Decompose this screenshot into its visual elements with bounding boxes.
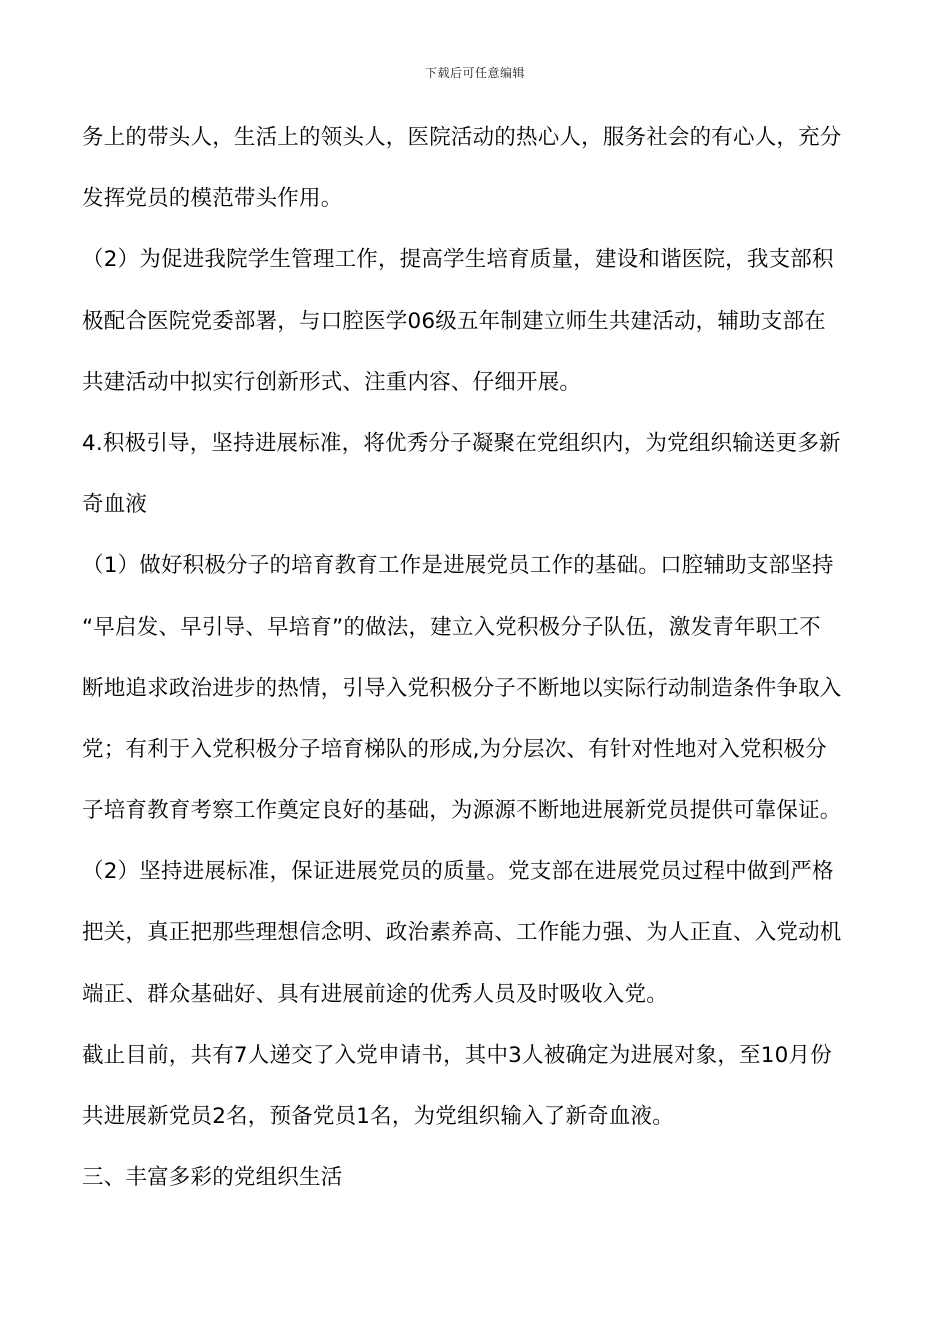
- text-line: 党；有利于入党积极分子培育梯队的形成,为分层次、有针对性地对入党积极分: [82, 736, 827, 762]
- text-line: 端正、群众基础好、具有进展前途的优秀人员及时吸收入党。: [82, 981, 668, 1007]
- section-heading: 4.积极引导，坚持进展标准，将优秀分子凝聚在党组织内，为党组织输送更多新: [82, 430, 841, 456]
- text-line: 发挥党员的模范带头作用。: [82, 186, 343, 212]
- text-line: 断地追求政治进步的热情，引导入党积极分子不断地以实际行动制造条件争取入: [82, 675, 842, 701]
- text-line: 共建活动中拟实行创新形式、注重内容、仔细开展。: [82, 369, 582, 395]
- text-line: 极配合医院党委部署，与口腔医学06级五年制建立师生共建活动，辅助支部在: [82, 308, 826, 334]
- header-note: 下载后可任意编辑: [424, 66, 525, 80]
- text-line: 把关，真正把那些理想信念明、政治素养高、工作能力强、为人正直、入党动机: [82, 920, 842, 946]
- document-body: [82, 112, 872, 1213]
- section-heading: 三、丰富多彩的党组织生活: [82, 1165, 343, 1191]
- text-line: （1）做好积极分子的培育教育工作是进展党员工作的基础。口腔辅助支部坚持: [82, 553, 834, 579]
- section-heading: 奇血液: [82, 492, 148, 518]
- text-line: （2）坚持进展标准，保证进展党员的质量。党支部在进展党员过程中做到严格: [82, 859, 834, 885]
- text-line: 子培育教育考察工作奠定良好的基础，为源源不断地进展新党员提供可靠保证。: [82, 798, 842, 824]
- text-line: 务上的带头人，生活上的领头人，医院活动的热心人，服务社会的有心人，充分: [82, 125, 842, 150]
- text-line: “早启发、早引导、早培育”的做法，建立入党积极分子队伍，激发青年职工不: [82, 614, 821, 640]
- text-line: 共进展新党员2名，预备党员1名，为党组织输入了新奇血液。: [82, 1104, 674, 1129]
- text-line: （2）为促进我院学生管理工作，提高学生培育质量，建设和谐医院，我支部积: [82, 247, 834, 273]
- text-line: 截止目前，共有7人递交了入党申请书，其中3人被确定为进展对象，至10月份: [82, 1042, 832, 1068]
